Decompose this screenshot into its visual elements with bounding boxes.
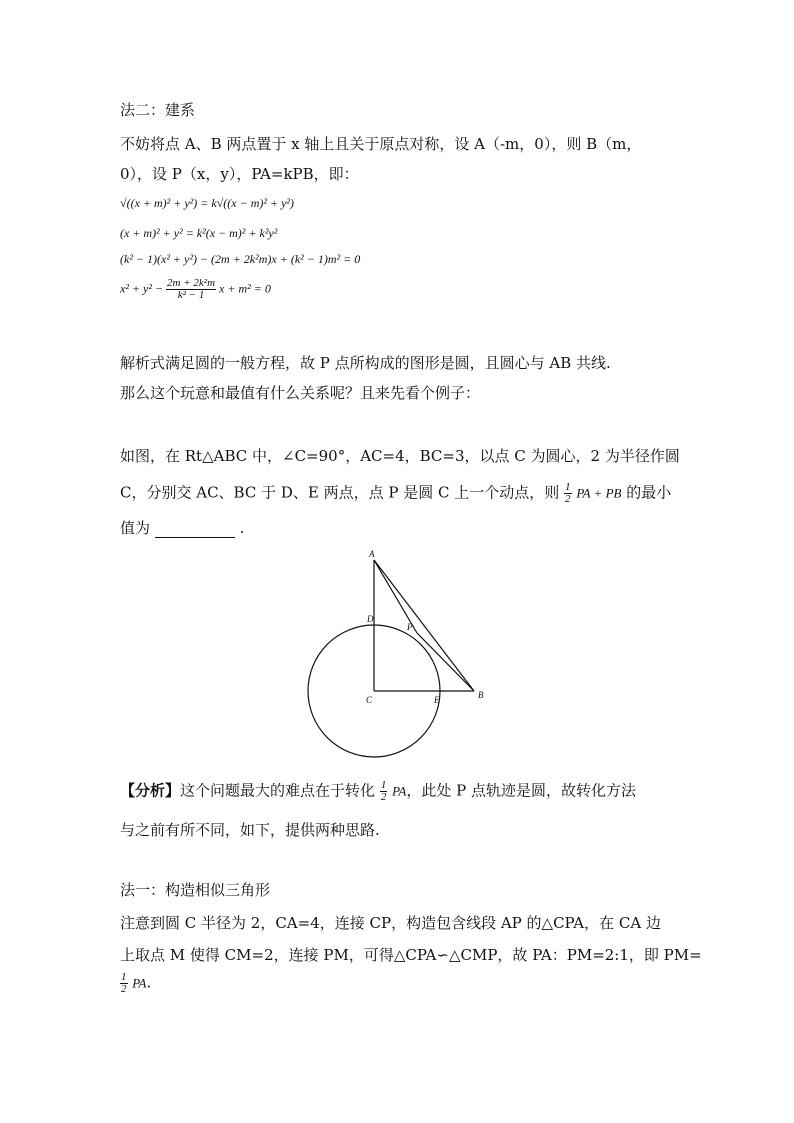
problem-text: 值为 [120,519,151,537]
fraction-denominator: k² − 1 [177,289,205,301]
geometry-figure [300,542,500,764]
problem-text: 的最小 [626,483,672,502]
label-b: B [478,690,484,700]
section-title-method2: 法二：建系 [120,101,196,119]
problem-text: . [239,519,245,537]
fraction-numerator: 1 [121,971,127,983]
fraction-numerator: 1 [565,481,571,493]
equation-3: (k² − 1)(x² + y²) − (2m + 2k²m)x + (k² − 1)m² = 0 [120,252,361,266]
problem-line: 如图，在 Rt△ABC 中，∠C=90°，AC=4，BC=3，以点 C 为圆心，2 为半径作圆 [120,447,680,465]
math-expression: PA [392,783,407,799]
analysis-line [120,780,636,803]
paragraph-line: 那么这个玩意和最值有什么关系呢？且来先看个例子： [120,384,481,402]
fraction-half [120,972,128,995]
math-expression: PA [132,975,147,991]
problem-text: C，分别交 AC、BC 于 D、E 两点，点 P 是圆 C 上一个动点，则 [120,483,560,502]
paragraph-line [120,972,151,995]
equation-4-pre: x² + y² − [120,281,164,296]
analysis-text: 这个问题最大的难点在于转化 [180,781,376,800]
paragraph-line: 注意到圆 C 半径为 2，CA=4，连接 CP，构造包含线段 AP 的△CPA，在 CA 边 [120,914,661,932]
equation-1: √((x + m)² + y²) = k√((x − m)² + y²) [120,196,294,210]
paragraph-line: 不妨将点 A、B 两点置于 x 轴上且关于原点对称，设 A（-m，0），则 B（m， [120,135,642,153]
paragraph-line: 0），设 P（x，y），PA=kPB，即： [120,165,359,183]
analysis-line: 与之前有所不同，如下，提供两种思路. [120,821,380,839]
fraction-denominator: 2 [565,493,571,505]
label-c: C [366,695,373,705]
fraction-denominator: 2 [380,791,387,803]
equation-4-post: x + m² = 0 [219,281,271,296]
label-d: D [367,614,374,624]
label-p: P [407,622,413,632]
equation-2: (x + m)² + y² = k²(x − m)² + k²y² [120,226,278,240]
label-e: E [434,695,440,705]
problem-line [120,482,671,505]
problem-line [120,518,244,538]
fraction-numerator: 1 [380,779,387,791]
equation-4-fraction [166,278,216,301]
paragraph-line: 解析式满足圆的一般方程，故 P 点所构成的图形是圆，且圆心与 AB 共线. [120,354,611,372]
math-expression: PA + PB [576,485,622,501]
segment-ab [374,560,474,691]
fraction-denominator: 2 [121,983,127,995]
fraction-half [564,482,572,505]
segment-pb [417,633,474,691]
fraction-numerator: 2m + 2k²m [167,277,216,289]
analysis-text: ，此处 P 点轨迹是圆，故转化方法 [406,781,636,800]
answer-blank [155,523,235,538]
analysis-tag: 【分析】 [120,781,181,800]
section-title-method1: 法一：构造相似三角形 [120,881,271,899]
label-a: A [369,549,375,559]
paragraph-line: 上取点 M 使得 CM=2，连接 PM，可得△CPA∽△CMP，故 PA：PM=2:1，即 PM= [120,946,702,964]
equation-4 [120,278,271,301]
paragraph-text: . [146,973,152,992]
fraction-half [380,780,388,803]
